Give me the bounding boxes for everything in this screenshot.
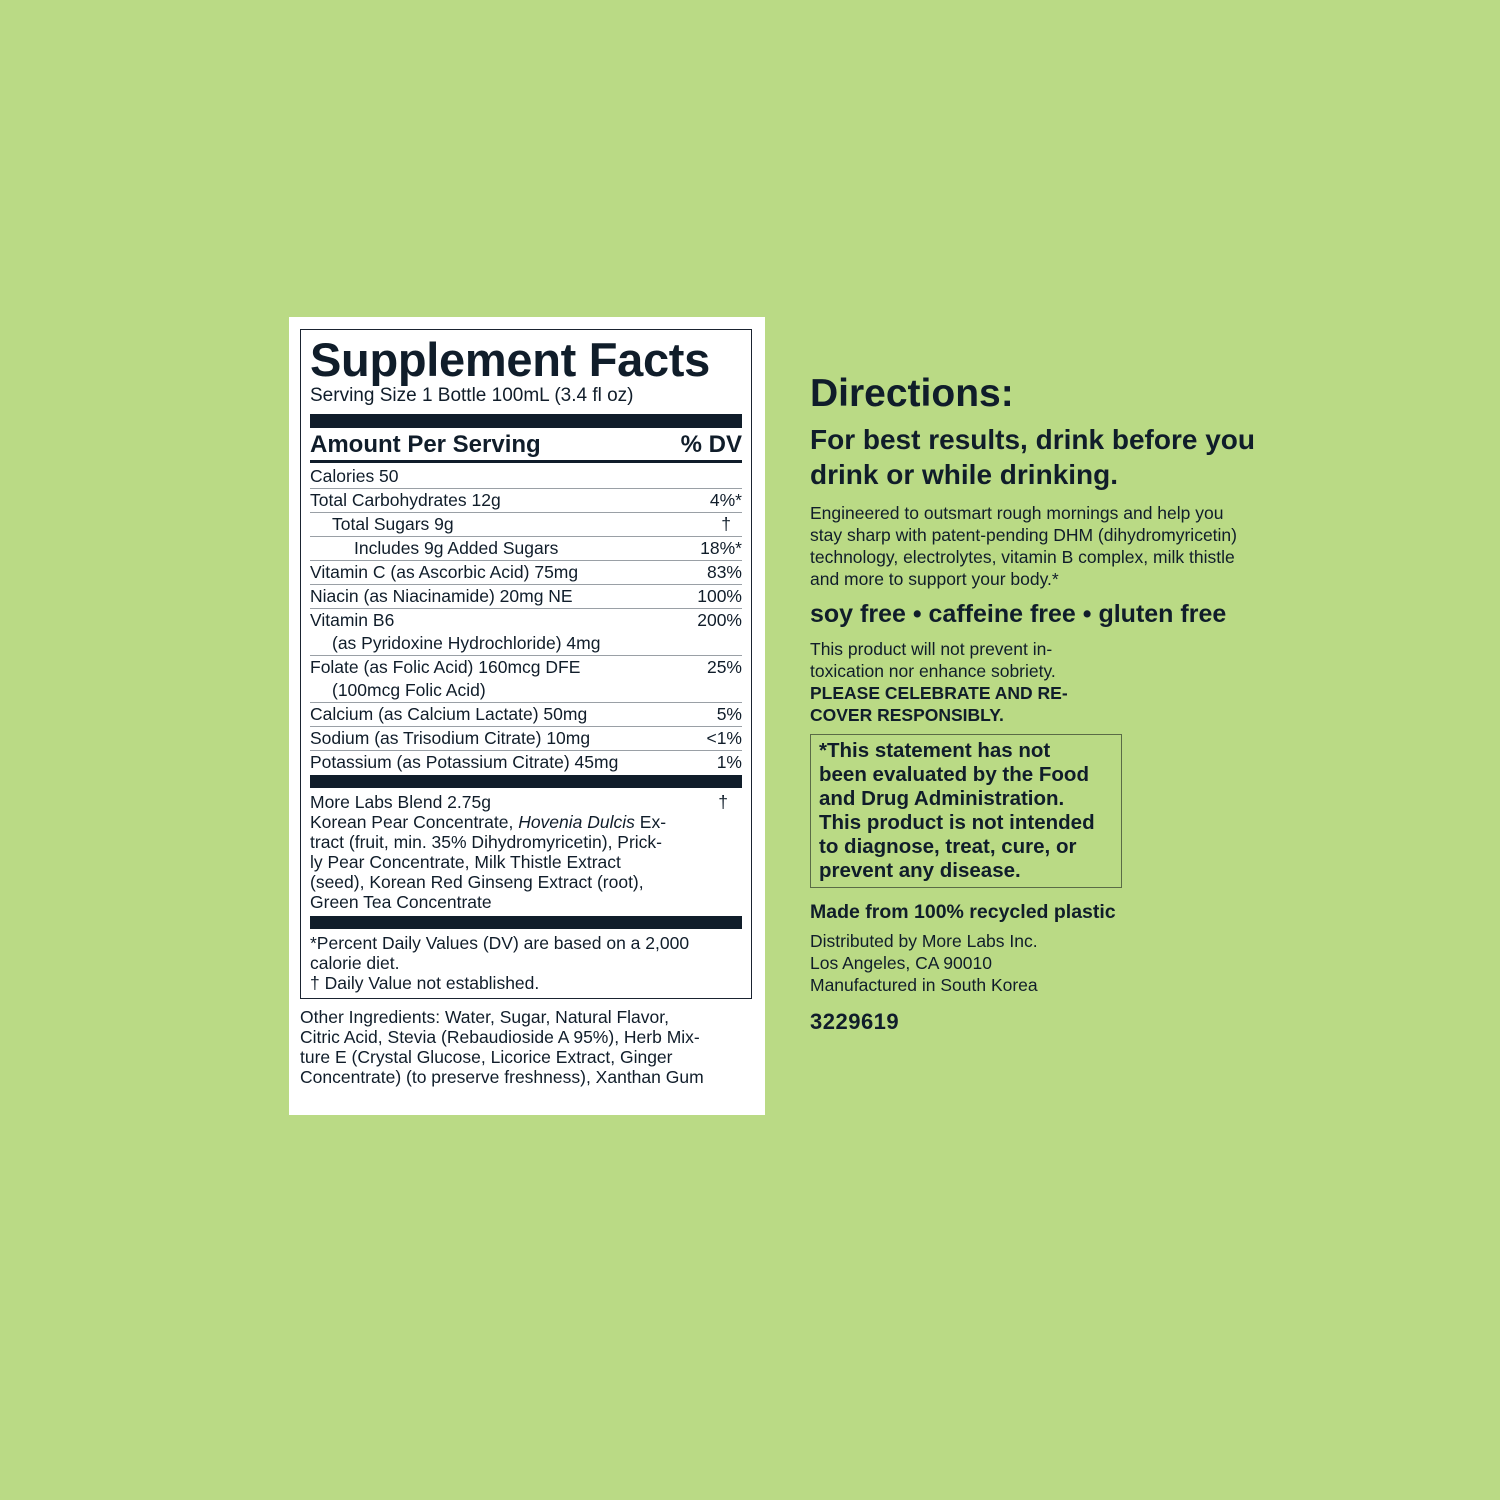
recycled-note: Made from 100% recycled plastic (810, 901, 1116, 923)
nutrient-label: Total Sugars 9g (332, 514, 454, 534)
notice-line: PLEASE CELEBRATE AND RE- (810, 683, 1068, 703)
other-ingredients (300, 1007, 762, 1087)
free-from-claims: soy free • caffeine free • gluten free (810, 600, 1227, 628)
nutrient-label (310, 609, 600, 655)
notice-line: COVER RESPONSIBLY. (810, 705, 1004, 725)
body-line: technology, electrolytes, vitamin B complex, milk thistle (810, 547, 1235, 567)
blend-line: tract (fruit, min. 35% Dihydromyricetin), Prick- (310, 832, 663, 852)
fda-line: prevent any disease. (819, 859, 1021, 882)
nutrient-dv: 200% (697, 610, 742, 630)
blend-italic: Hovenia Dulcis (518, 812, 635, 832)
nutrient-row (310, 656, 742, 703)
nutrient-name: Folate (as Folic Acid) 160mcg DFE (310, 657, 581, 677)
nutrient-row (310, 537, 742, 561)
divider-bar (310, 916, 742, 929)
nutrient-row (310, 727, 742, 751)
facts-title: Supplement Facts (310, 333, 711, 386)
nutrient-dv: 18%* (700, 538, 742, 558)
supplement-label (289, 317, 765, 1115)
nutrient-label: Includes 9g Added Sugars (354, 538, 559, 558)
nutrient-dv: † (721, 514, 731, 534)
nutrient-dv: 4%* (709, 490, 742, 510)
fda-line: *This statement has not (819, 739, 1051, 762)
footnote-dv: *Percent Daily Values (DV) are based on a 2,000 (310, 933, 690, 953)
nutrient-label: Calcium (as Calcium Lactate) 50mg (310, 704, 588, 724)
blend-text: Ex- (634, 812, 667, 832)
nutrient-row (310, 751, 742, 774)
nutrient-label: Potassium (as Potassium Citrate) 45mg (310, 752, 619, 772)
nutrient-dv: 25% (706, 657, 742, 677)
body-line: stay sharp with patent-pending DHM (dihydromyricetin) (810, 525, 1237, 545)
nutrient-dv: 83% (706, 562, 742, 582)
supplement-facts-panel (300, 329, 752, 999)
divider-bar (310, 414, 742, 428)
amount-header (310, 428, 742, 463)
fda-line: and Drug Administration. (819, 787, 1065, 810)
distributor-line: Manufactured in South Korea (810, 975, 1038, 995)
nutrient-row (310, 489, 742, 513)
nutrient-row (310, 585, 742, 609)
footnote-dv-cont: calorie diet. (310, 953, 400, 973)
distributor-info (810, 930, 1330, 996)
blend-line: (seed), Korean Red Ginseng Extract (root), (310, 872, 644, 892)
proprietary-blend (310, 792, 742, 912)
nutrient-label (310, 656, 580, 702)
nutrient-row (310, 609, 742, 656)
subtitle-line: drink or while drinking. (810, 459, 1119, 490)
nutrient-source: (as Pyridoxine Hydrochloride) 4mg (332, 633, 601, 653)
intoxication-warning (810, 638, 1130, 682)
ingredients-line: Concentrate) (to preserve freshness), Xanthan Gum (300, 1067, 704, 1087)
distributor-line: Distributed by More Labs Inc. (810, 931, 1038, 951)
nutrient-label: Total Carbohydrates 12g (310, 490, 501, 510)
nutrient-dv: <1% (706, 728, 742, 748)
nutrient-dv: 1% (716, 752, 742, 772)
nutrient-label: Sodium (as Trisodium Citrate) 10mg (310, 728, 591, 748)
directions-panel (810, 372, 1330, 1036)
nutrient-row (310, 561, 742, 585)
ingredients-line: ture E (Crystal Glucose, Licorice Extract, Ginger (300, 1047, 673, 1067)
blend-line: Green Tea Concentrate (310, 892, 492, 912)
directions-subtitle (810, 422, 1330, 492)
fda-disclaimer-box (810, 734, 1122, 888)
blend-line (310, 812, 742, 832)
fda-line: to diagnose, treat, cure, or (819, 835, 1077, 858)
product-code: 3229619 (810, 1009, 900, 1034)
subtitle-line: For best results, drink before you (810, 424, 1255, 455)
nutrient-label: Niacin (as Niacinamide) 20mg NE (310, 586, 573, 606)
amount-per-serving: Amount Per Serving (310, 431, 541, 458)
nutrient-row (310, 513, 742, 537)
divider-bar (310, 775, 742, 788)
body-line: Engineered to outsmart rough mornings and help you (810, 503, 1224, 523)
ingredients-line: Other Ingredients: Water, Sugar, Natural Flavor, (300, 1007, 669, 1027)
directions-body (810, 502, 1330, 590)
ingredients-line: Citric Acid, Stevia (Rebaudioside A 95%), Herb Mix- (300, 1027, 700, 1047)
nutrient-row (310, 465, 742, 489)
footnote-dagger: † Daily Value not established. (310, 973, 540, 993)
responsibility-notice (810, 682, 1130, 726)
nutrient-dv: 5% (716, 704, 742, 724)
nutrient-name: Vitamin B6 (310, 610, 395, 630)
blend-dv: † (718, 792, 728, 812)
blend-name: More Labs Blend 2.75g (310, 792, 491, 812)
dv-header: % DV (680, 431, 742, 458)
nutrient-source: (100mcg Folic Acid) (332, 680, 486, 700)
warning-line: This product will not prevent in- (810, 639, 1053, 659)
fda-line: been evaluated by the Food (819, 763, 1089, 786)
calories: Calories 50 (310, 466, 399, 486)
nutrient-dv: 100% (697, 586, 742, 606)
directions-title: Directions: (810, 372, 1014, 415)
footnotes (310, 933, 742, 993)
blend-text: Korean Pear Concentrate, (310, 812, 519, 832)
blend-line: ly Pear Concentrate, Milk Thistle Extract (310, 852, 621, 872)
fda-line: This product is not intended (819, 811, 1095, 834)
nutrient-label: Vitamin C (as Ascorbic Acid) 75mg (310, 562, 579, 582)
body-line: and more to support your body.* (810, 569, 1059, 589)
distributor-line: Los Angeles, CA 90010 (810, 953, 992, 973)
nutrient-row (310, 703, 742, 727)
serving-size: Serving Size 1 Bottle 100mL (3.4 fl oz) (310, 385, 634, 406)
warning-line: toxication nor enhance sobriety. (810, 661, 1056, 681)
